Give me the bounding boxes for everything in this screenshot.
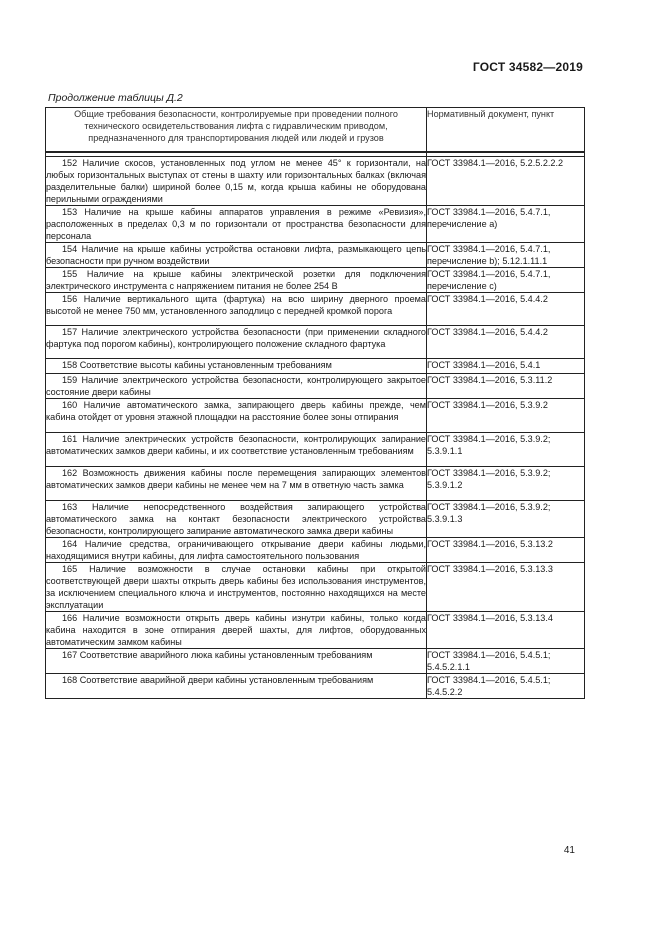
- requirement-cell: [46, 467, 427, 501]
- requirement-text: 154 Наличие на крыше кабины устройства остановки лифта, размыкающего цепь безопасности при ручном воздействии: [46, 244, 426, 266]
- table-row: [46, 563, 585, 612]
- normative-reference-cell: ГОСТ 33984.1—2016, 5.3.13.2: [427, 538, 585, 563]
- table-row: [46, 157, 585, 206]
- requirement-cell: [46, 206, 427, 243]
- requirement-text: 157 Наличие электрического устройства безопасности (при применении складного фартука под порогом кабины), контролирующего положение складного фартука: [46, 327, 426, 349]
- requirement-text: 159 Наличие электрического устройства безопасности, контролирующего закрытое состояние двери кабины: [46, 375, 426, 397]
- requirement-text: 163 Наличие непосредственного воздействия запирающего устройства автоматического замка на контакт безопасности электрического устройства безопасности, контролирующего запирание автоматического замка двери кабины: [46, 502, 426, 536]
- table-row: [46, 206, 585, 243]
- table-row: [46, 359, 585, 374]
- normative-reference-cell: ГОСТ 33984.1—2016, 5.3.13.3: [427, 563, 585, 612]
- normative-reference-cell: ГОСТ 33984.1—2016, 5.4.7.1, перечисление а): [427, 206, 585, 243]
- requirement-cell: [46, 399, 427, 433]
- requirement-cell: [46, 674, 427, 699]
- requirement-cell: [46, 359, 427, 374]
- table-row: [46, 649, 585, 674]
- requirement-cell: [46, 433, 427, 467]
- normative-reference-cell: ГОСТ 33984.1—2016, 5.4.4.2: [427, 326, 585, 359]
- requirement-text: 168 Соответствие аварийной двери кабины установленным требованиям: [62, 675, 374, 685]
- normative-reference-cell: ГОСТ 33984.1—2016, 5.3.13.4: [427, 612, 585, 649]
- requirements-table: [45, 107, 585, 699]
- page-number: 41: [563, 845, 575, 856]
- table-row: [46, 268, 585, 293]
- normative-reference-cell: ГОСТ 33984.1—2016, 5.4.4.2: [427, 293, 585, 326]
- requirement-text: 156 Наличие вертикального щита (фартука) на всю ширину дверного проема высотой не менее 750 мм, установленного заподлицо с передней кромкой порога: [46, 294, 426, 316]
- table-row: [46, 674, 585, 699]
- table-row: [46, 293, 585, 326]
- normative-reference-cell: ГОСТ 33984.1—2016, 5.3.9.2; 5.3.9.1.3: [427, 501, 585, 538]
- column-header-requirements: Общие требования безопасности, контролируемые при проведении полного технического освидетельствования лифта с гидравлическим приводом, предназначенного для транспортирования людей или людей и грузов: [46, 108, 427, 153]
- column-header-normative-doc: Нормативный документ, пункт: [427, 108, 585, 153]
- normative-reference-cell: ГОСТ 33984.1—2016, 5.4.1: [427, 359, 585, 374]
- table-row: [46, 538, 585, 563]
- table-row: [46, 374, 585, 399]
- table-row: [46, 467, 585, 501]
- table-row: [46, 243, 585, 268]
- document-code: ГОСТ 34582—2019: [472, 60, 583, 74]
- requirement-cell: [46, 326, 427, 359]
- requirement-text: 160 Наличие автоматического замка, запирающего дверь кабины прежде, чем кабина отойдет от уровня этажной площадки на расстояние более зоны отпирания: [46, 400, 426, 422]
- normative-reference-cell: ГОСТ 33984.1—2016, 5.4.5.1; 5.4.5.2.1.1: [427, 649, 585, 674]
- requirement-text: 162 Возможность движения кабины после перемещения запирающих элементов автоматических замков двери кабины не менее чем на 7 мм в ответную часть замка: [46, 468, 426, 490]
- requirement-text: 152 Наличие скосов, установленных под углом не менее 45° к горизонтали, на любых горизонтальных выступах от стены в шахту или горизонтальных балках (включая разделительные балки) шириной более 0,15 м, когда крыша кабины не оборудована перильными ограждениями: [46, 158, 426, 204]
- table-row: [46, 399, 585, 433]
- requirement-text: 164 Наличие средства, ограничивающего открывание двери кабины людьми, находящимися внутри кабины, для лифта самостоятельного пользования: [46, 539, 426, 561]
- requirement-text: 155 Наличие на крыше кабины электрической розетки для подключения электрического инструмента с напряжением питания не более 254 В: [46, 269, 426, 291]
- requirement-text: 165 Наличие возможности в случае остановки кабины при открытой соответствующей двери шахты открыть дверь кабины без использования инструментов, за исключением специального ключа и инструментов, постоянно находящихся на месте эксплуатации: [46, 564, 426, 610]
- requirement-cell: [46, 293, 427, 326]
- table-header-row: [46, 108, 585, 153]
- requirement-text: 161 Наличие электрических устройств безопасности, контролирующих запирание автоматических замков двери кабины, и их соответствие установленным требованиям: [46, 434, 426, 456]
- table-row: [46, 433, 585, 467]
- requirement-text: 153 Наличие на крыше кабины аппаратов управления в режиме «Ревизия», расположенных в пределах 0,3 м по горизонтали от пространства безопасности для персонала: [46, 207, 426, 241]
- normative-reference-cell: ГОСТ 33984.1—2016, 5.3.9.2; 5.3.9.1.1: [427, 433, 585, 467]
- requirement-cell: [46, 268, 427, 293]
- requirement-text: 167 Соответствие аварийного люка кабины установленным требованиям: [62, 650, 373, 660]
- requirement-text: 166 Наличие возможности открыть дверь кабины изнутри кабины, только когда кабина находится в зоне отпирания дверей шахты, для лифтов, оборудованных автоматическим замком кабины: [46, 613, 426, 647]
- requirement-cell: [46, 649, 427, 674]
- table-row: [46, 326, 585, 359]
- requirement-cell: [46, 374, 427, 399]
- normative-reference-cell: ГОСТ 33984.1—2016, 5.3.9.2; 5.3.9.1.2: [427, 467, 585, 501]
- normative-reference-cell: ГОСТ 33984.1—2016, 5.3.9.2: [427, 399, 585, 433]
- requirement-cell: [46, 563, 427, 612]
- normative-reference-cell: ГОСТ 33984.1—2016, 5.4.5.1; 5.4.5.2.2: [427, 674, 585, 699]
- table-row: [46, 612, 585, 649]
- requirement-cell: [46, 501, 427, 538]
- requirement-cell: [46, 243, 427, 268]
- normative-reference-cell: ГОСТ 33984.1—2016, 5.4.7.1, перечисление с): [427, 268, 585, 293]
- requirement-text: 158 Соответствие высоты кабины установленным требованиям: [62, 360, 332, 370]
- normative-reference-cell: ГОСТ 33984.1—2016, 5.2.5.2.2.2: [427, 157, 585, 206]
- table-caption: Продолжение таблицы Д.2: [48, 92, 183, 104]
- normative-reference-cell: ГОСТ 33984.1—2016, 5.3.11.2: [427, 374, 585, 399]
- requirement-cell: [46, 538, 427, 563]
- requirement-cell: [46, 612, 427, 649]
- requirement-cell: [46, 157, 427, 206]
- normative-reference-cell: ГОСТ 33984.1—2016, 5.4.7.1, перечисление b); 5.12.1.11.1: [427, 243, 585, 268]
- table-row: [46, 501, 585, 538]
